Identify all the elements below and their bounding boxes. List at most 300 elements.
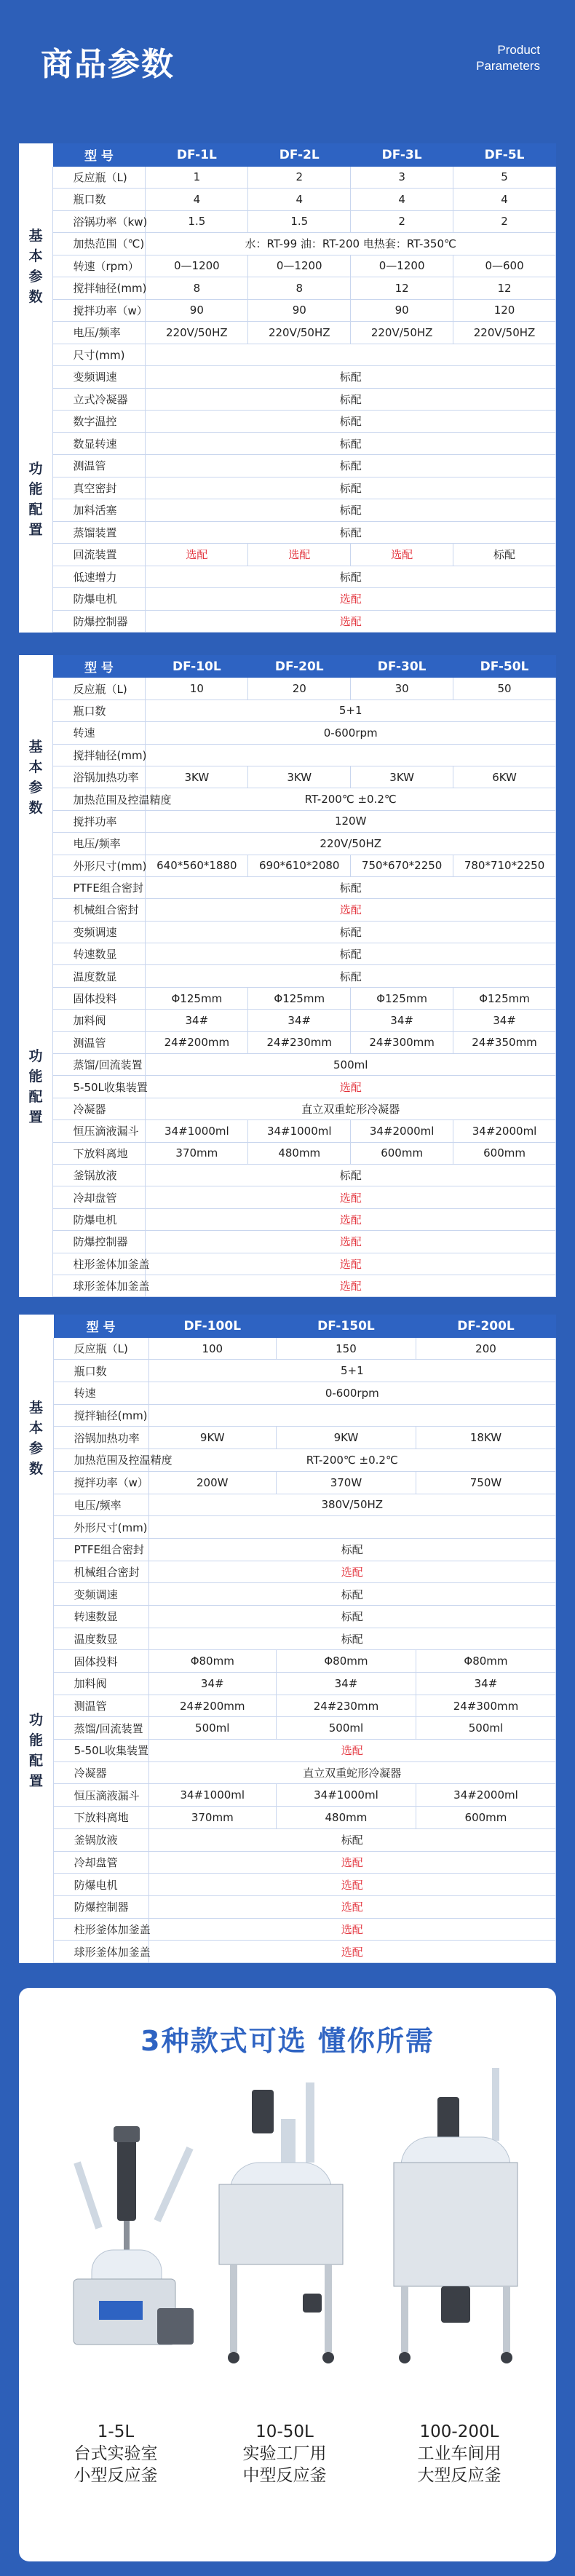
table-cell: 220V/50HZ [351, 322, 453, 344]
option-usage: 工业车间用 [417, 2444, 501, 2463]
header-corner [20, 656, 53, 678]
table-cell-span: 220V/50HZ [146, 833, 556, 855]
table-cell-span: 标配 [146, 366, 556, 389]
table-row [20, 943, 556, 965]
row-label: 防爆控制器 [53, 1895, 148, 1918]
table-cell: 750*670*2250 [351, 855, 453, 876]
table-row [20, 322, 556, 344]
table-cell: 9KW [148, 1427, 276, 1449]
table-cell-span: 选配 [146, 588, 556, 611]
table-row [20, 1098, 556, 1119]
table-cell: 34#1000ml [146, 1120, 248, 1142]
row-label: 固体投料 [53, 1650, 148, 1673]
side-char: 能 [28, 480, 43, 497]
table-row [20, 876, 556, 898]
row-label: 固体投料 [52, 987, 146, 1009]
table-cell: 0—600 [453, 255, 556, 277]
table-cell-span: 标配 [146, 1164, 556, 1186]
table-cell: 220V/50HZ [453, 322, 556, 344]
table-cell: 500ml [148, 1717, 276, 1740]
table-row [20, 299, 556, 322]
side-char: 配 [29, 1752, 44, 1769]
table-cell: 12 [351, 277, 453, 300]
table-cell: 3 [351, 166, 453, 189]
table-row [20, 1404, 556, 1427]
row-label: 测温管 [52, 455, 146, 477]
table-cell-span: 5+1 [146, 700, 556, 721]
small-reactor-image [48, 2119, 201, 2359]
subtitle-line-2: Parameters [476, 59, 540, 73]
option-capacity: 10-50L [255, 2422, 314, 2441]
table-cell-span: 标配 [146, 455, 556, 477]
row-label: 温度数显 [52, 965, 146, 987]
table-cell-span: 选配 [148, 1874, 555, 1896]
table-cell: 600mm [351, 1142, 453, 1164]
table-header-row [20, 144, 556, 167]
table-cell-span: 选配 [146, 1253, 556, 1275]
table-cell: 34# [416, 1673, 555, 1695]
table-row [20, 1740, 556, 1762]
row-label: 加热范围及控温精度 [53, 1449, 148, 1472]
table-row [20, 1382, 556, 1405]
table-cell: 24#200mm [146, 1031, 248, 1053]
row-label: 浴锅加热功率 [52, 766, 146, 788]
model-column-header: DF-50L [453, 656, 556, 678]
table-cell: 480mm [248, 1142, 351, 1164]
side-char: 置 [29, 1772, 44, 1789]
table-row [20, 277, 556, 300]
table-row [20, 855, 556, 876]
table-row [20, 1471, 556, 1494]
page-header [0, 0, 575, 124]
table-cell: 3KW [351, 766, 453, 788]
table-cell: 24#350mm [453, 1031, 556, 1053]
table-cell: Φ125mm [351, 987, 453, 1009]
row-label: 搅拌轴径(mm) [53, 1404, 148, 1427]
table-cell-span: 选配 [148, 1895, 555, 1918]
options-title: 3种款式可选 懂你所需 [140, 2025, 435, 2057]
side-char: 功 [29, 1711, 44, 1728]
table-row [20, 722, 556, 744]
table-cell: 24#300mm [416, 1695, 555, 1717]
row-label: 防爆控制器 [52, 610, 146, 633]
table-cell-span: 选配 [146, 1186, 556, 1208]
table-row [20, 1761, 556, 1784]
table-cell: 20 [248, 678, 351, 700]
side-char: 参 [28, 268, 43, 285]
row-label: 反应瓶（L) [52, 166, 146, 189]
table-cell-span: 直立双重蛇形冷凝器 [146, 1098, 556, 1119]
row-label: 柱形釜体加釜盖 [53, 1918, 148, 1941]
table-row [20, 1253, 556, 1275]
row-label: 加料阀 [52, 1010, 146, 1031]
table-cell: 24#230mm [248, 1031, 351, 1053]
side-char: 基 [28, 738, 43, 755]
row-label: 浴锅功率（kw) [52, 210, 146, 233]
table-cell: 4 [248, 189, 351, 211]
table-row [20, 1650, 556, 1673]
table-cell-span: RT-200℃ ±0.2℃ [148, 1449, 555, 1472]
table-cell: 4 [351, 189, 453, 211]
table-cell: Φ125mm [146, 987, 248, 1009]
option-type: 中型反应釜 [242, 2466, 327, 2485]
option-medium [212, 2421, 357, 2486]
table-row [20, 700, 556, 721]
model-column-header: DF-150L [276, 1315, 416, 1338]
table-row [20, 1427, 556, 1449]
row-label: 转速（rpm） [52, 255, 146, 277]
row-label: 立式冷凝器 [52, 388, 146, 411]
table-cell-span: 选配 [148, 1941, 555, 1963]
table-cell-span: 120W [146, 810, 556, 832]
side-char: 本 [28, 247, 43, 264]
table-cell: 150 [276, 1337, 416, 1360]
model-column-header: DF-2L [248, 144, 351, 167]
row-label: 恒压滴液漏斗 [52, 1120, 146, 1142]
table-row [20, 1583, 556, 1606]
table-row [20, 1031, 556, 1053]
table-cell: 4 [453, 189, 556, 211]
func-side-label [20, 1538, 54, 1962]
table-cell: 34# [351, 1010, 453, 1031]
table-cell-span: 标配 [146, 411, 556, 433]
row-label: 恒压滴液漏斗 [53, 1784, 148, 1807]
option-large [386, 2421, 532, 2486]
medium-reactor-image [201, 2075, 368, 2366]
table-row [20, 477, 556, 499]
row-label: 5-50L收集装置 [52, 1076, 146, 1098]
table-cell: 34# [148, 1673, 276, 1695]
row-label: 瓶口数 [52, 700, 146, 721]
side-char: 数 [28, 799, 43, 816]
table-cell-span [146, 744, 556, 766]
table-cell: 3KW [248, 766, 351, 788]
model-header: 型 号 [52, 656, 146, 678]
table-row [20, 1807, 556, 1829]
table-row [20, 1695, 556, 1717]
row-label: 冷凝器 [53, 1761, 148, 1784]
model-header: 型 号 [53, 1315, 148, 1338]
row-label: 测温管 [52, 1031, 146, 1053]
model-column-header: DF-30L [351, 656, 453, 678]
table-row [20, 965, 556, 987]
model-column-header: DF-20L [248, 656, 351, 678]
table-cell: 370mm [146, 1142, 248, 1164]
row-label: 机械组合密封 [53, 1561, 148, 1583]
table-row [20, 432, 556, 455]
table-cell: 34# [146, 1010, 248, 1031]
table-cell: 780*710*2250 [453, 855, 556, 876]
table-cell: 0—1200 [146, 255, 248, 277]
side-char: 能 [29, 1732, 44, 1748]
table-cell-span: 标配 [146, 521, 556, 544]
row-label: 转速 [52, 722, 146, 744]
table-cell: 370W [276, 1471, 416, 1494]
table-cell: 34#2000ml [453, 1120, 556, 1142]
table-cell: 2 [248, 166, 351, 189]
option-capacity: 1-5L [97, 2422, 135, 2441]
table-cell: 34#1000ml [276, 1784, 416, 1807]
row-label: 低速增力 [52, 566, 146, 588]
table-cell-span: 标配 [146, 432, 556, 455]
table-cell: 标配 [453, 544, 556, 566]
option-small [43, 2421, 189, 2486]
row-label: 下放料离地 [53, 1807, 148, 1829]
table-cell-span: 标配 [148, 1605, 555, 1628]
table-cell: 0—1200 [248, 255, 351, 277]
table-row [20, 744, 556, 766]
table-header-row [20, 656, 556, 678]
side-char: 置 [28, 521, 43, 538]
table-row [20, 678, 556, 700]
table-row [20, 833, 556, 855]
table-cell: 8 [146, 277, 248, 300]
basic-side-label [20, 166, 53, 366]
side-char: 能 [28, 1069, 43, 1085]
table-cell: 选配 [248, 544, 351, 566]
row-label: 尺寸(mm) [52, 344, 146, 366]
table-cell: 18KW [416, 1427, 555, 1449]
table-cell: 200W [148, 1471, 276, 1494]
table-cell-span: 标配 [148, 1538, 555, 1561]
table-row [20, 1673, 556, 1695]
row-label: 回流装置 [52, 544, 146, 566]
table-row [20, 1895, 556, 1918]
table-cell-span: 标配 [146, 965, 556, 987]
table-row [20, 1561, 556, 1583]
table-cell: 34#2000ml [416, 1784, 555, 1807]
model-column-header: DF-10L [146, 656, 248, 678]
table-cell: 2 [351, 210, 453, 233]
table-cell: Φ80mm [416, 1650, 555, 1673]
table-cell: 200 [416, 1337, 555, 1360]
subtitle-line-1: Product [497, 43, 540, 57]
row-label: 瓶口数 [52, 189, 146, 211]
table-cell: 640*560*1880 [146, 855, 248, 876]
side-char: 基 [29, 1399, 44, 1416]
table-row [20, 987, 556, 1009]
row-label: PTFE组合密封 [52, 876, 146, 898]
table-row [20, 1010, 556, 1031]
table-row [20, 1275, 556, 1296]
table-cell: 34# [248, 1010, 351, 1031]
table-row [20, 1076, 556, 1098]
table-cell-span: 标配 [146, 876, 556, 898]
side-char: 本 [29, 1419, 44, 1436]
side-char: 本 [28, 758, 43, 775]
table-row [20, 1784, 556, 1807]
row-label: 反应瓶（L) [52, 678, 146, 700]
table-cell-span: 选配 [146, 1076, 556, 1098]
table-row [20, 810, 556, 832]
table-row [20, 1186, 556, 1208]
row-label: 搅拌功率（w） [53, 1471, 148, 1494]
table-row [20, 1449, 556, 1472]
table-cell-span: 选配 [148, 1851, 555, 1874]
row-label: 球形釜体加釜盖 [52, 1275, 146, 1296]
row-label: 釜锅放液 [53, 1828, 148, 1851]
page-title: 商品参数 [41, 46, 175, 83]
table-cell: 34#2000ml [351, 1120, 453, 1142]
table-row [20, 233, 556, 255]
spec-table-large [19, 1315, 556, 1963]
option-usage: 台式实验室 [74, 2444, 158, 2463]
table-row [20, 1231, 556, 1253]
table-row [20, 566, 556, 588]
table-row [20, 766, 556, 788]
table-cell-span [148, 1516, 555, 1539]
table-cell: 24#200mm [148, 1695, 276, 1717]
table-cell-span: 标配 [146, 499, 556, 522]
side-char: 参 [28, 779, 43, 796]
basic-side-label [20, 1337, 54, 1538]
table-cell: 选配 [351, 544, 453, 566]
row-label: 搅拌轴径(mm) [52, 277, 146, 300]
side-char: 功 [28, 460, 43, 477]
table-cell: 34# [276, 1673, 416, 1695]
table-row [20, 1851, 556, 1874]
table-row [20, 1828, 556, 1851]
table-row [20, 1494, 556, 1516]
table-cell-span: 选配 [146, 1231, 556, 1253]
row-label: 外形尺寸(mm) [53, 1516, 148, 1539]
func-side-label [20, 876, 53, 1296]
table-cell: 24#300mm [351, 1031, 453, 1053]
table-cell: Φ125mm [453, 987, 556, 1009]
row-label: 转速 [53, 1382, 148, 1405]
option-type: 大型反应釜 [417, 2466, 501, 2485]
model-options-section [19, 1988, 556, 2561]
table-row [20, 1142, 556, 1164]
row-label: 真空密封 [52, 477, 146, 499]
table-cell-span: 选配 [146, 899, 556, 921]
table-cell-span: 0-600rpm [148, 1382, 555, 1405]
table-cell-span: 选配 [146, 610, 556, 633]
table-cell: 90 [351, 299, 453, 322]
row-label: 电压/频率 [53, 1494, 148, 1516]
row-label: 防爆电机 [52, 588, 146, 611]
table-cell-span: 标配 [146, 921, 556, 943]
row-label: 变频调速 [53, 1583, 148, 1606]
table-cell-span [148, 1404, 555, 1427]
table-row [20, 210, 556, 233]
row-label: 瓶口数 [53, 1360, 148, 1382]
table-row [20, 921, 556, 943]
table-row [20, 344, 556, 366]
table-row [20, 1628, 556, 1650]
row-label: 浴锅加热功率 [53, 1427, 148, 1449]
table-cell: 600mm [416, 1807, 555, 1829]
table-cell-span: 380V/50HZ [148, 1494, 555, 1516]
table-row [20, 1164, 556, 1186]
table-row [20, 788, 556, 810]
table-row [20, 166, 556, 189]
row-label: 防爆电机 [53, 1874, 148, 1896]
table-cell: 9KW [276, 1427, 416, 1449]
row-label: 电压/频率 [52, 833, 146, 855]
row-label: PTFE组合密封 [53, 1538, 148, 1561]
table-cell: 90 [248, 299, 351, 322]
table-cell: Φ80mm [276, 1650, 416, 1673]
table-cell-span: 水：RT-99 油：RT-200 电热套：RT-350℃ [146, 233, 556, 255]
table-cell: 34#1000ml [248, 1120, 351, 1142]
table-cell: Φ80mm [148, 1650, 276, 1673]
row-label: 外形尺寸(mm) [52, 855, 146, 876]
table-cell-span: 标配 [148, 1583, 555, 1606]
table-cell: 50 [453, 678, 556, 700]
side-char: 数 [29, 1460, 44, 1477]
table-cell: 100 [148, 1337, 276, 1360]
table-cell: 2 [453, 210, 556, 233]
table-cell: 10 [146, 678, 248, 700]
table-cell-span: 选配 [148, 1561, 555, 1583]
table-cell: 690*610*2080 [248, 855, 351, 876]
table-cell: 5 [453, 166, 556, 189]
table-row [20, 411, 556, 433]
spec-table-small [19, 143, 556, 633]
row-label: 加料活塞 [52, 499, 146, 522]
table-cell: 12 [453, 277, 556, 300]
table-row [20, 1337, 556, 1360]
table-cell: 480mm [276, 1807, 416, 1829]
table-row [20, 1605, 556, 1628]
table-row [20, 1516, 556, 1539]
table-row [20, 610, 556, 633]
side-char: 配 [28, 501, 43, 518]
large-reactor-image [372, 2068, 539, 2366]
row-label: 防爆控制器 [52, 1231, 146, 1253]
table-cell: 8 [248, 277, 351, 300]
table-cell-span: 选配 [148, 1918, 555, 1941]
table-row [20, 1918, 556, 1941]
row-label: 搅拌功率 [52, 810, 146, 832]
table-cell-span: 500ml [146, 1054, 556, 1076]
row-label: 测温管 [53, 1695, 148, 1717]
table-cell: 500ml [416, 1717, 555, 1740]
row-label: 柱形釜体加釜盖 [52, 1253, 146, 1275]
row-label: 温度数显 [53, 1628, 148, 1650]
row-label: 机械组合密封 [52, 899, 146, 921]
table-row [20, 899, 556, 921]
table-cell: 370mm [148, 1807, 276, 1829]
table-cell: 500ml [276, 1717, 416, 1740]
table-cell-span: 直立双重蛇形冷凝器 [148, 1761, 555, 1784]
table-cell-span [146, 344, 556, 366]
row-label: 冷凝器 [52, 1098, 146, 1119]
table-row [20, 189, 556, 211]
table-row [20, 1360, 556, 1382]
side-char: 参 [29, 1440, 44, 1457]
row-label: 球形釜体加釜盖 [53, 1941, 148, 1963]
row-label: 搅拌功率（w） [52, 299, 146, 322]
row-label: 变频调速 [52, 921, 146, 943]
func-side-label [20, 366, 53, 633]
option-type: 小型反应釜 [74, 2466, 158, 2485]
table-cell: 34# [453, 1010, 556, 1031]
row-label: 5-50L收集装置 [53, 1740, 148, 1762]
table-cell: 600mm [453, 1142, 556, 1164]
table-cell-span: 5+1 [148, 1360, 555, 1382]
header-corner [20, 144, 53, 167]
model-column-header: DF-1L [146, 144, 248, 167]
table-cell-span: 标配 [146, 943, 556, 965]
row-label: 下放料离地 [52, 1142, 146, 1164]
row-label: 蒸馏装置 [52, 521, 146, 544]
table-cell: 750W [416, 1471, 555, 1494]
table-cell-span: 标配 [148, 1828, 555, 1851]
table-row [20, 1538, 556, 1561]
row-label: 电压/频率 [52, 322, 146, 344]
